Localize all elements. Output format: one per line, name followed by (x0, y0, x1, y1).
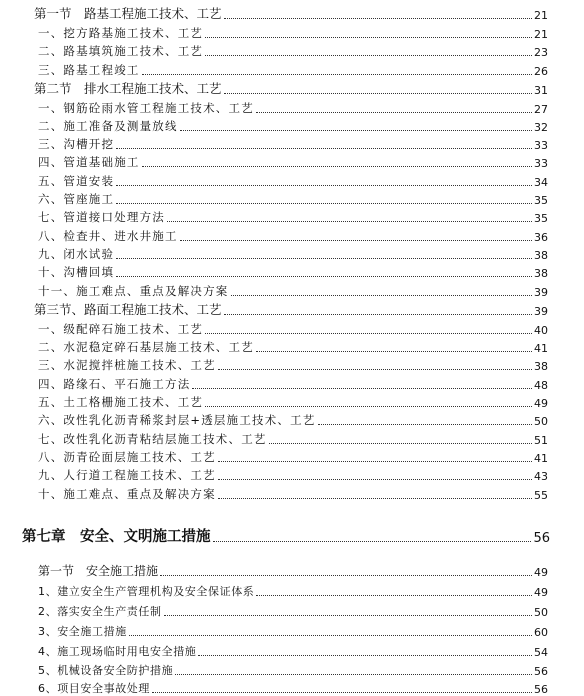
toc-entry[interactable] (38, 581, 548, 599)
toc-entry-page: 31 (534, 84, 548, 97)
toc-entry-title: 九、人行道工程施工技术、工艺 (38, 468, 216, 482)
toc-entry-page: 27 (534, 103, 548, 116)
toc-entry-title: 三、路基工程竣工 (38, 63, 140, 77)
toc-entry[interactable] (34, 300, 548, 318)
toc-entry[interactable] (38, 485, 548, 502)
toc-entry-page: 33 (534, 139, 548, 152)
toc-entry[interactable] (34, 79, 548, 97)
toc-entry-title: 4、施工现场临时用电安全措施 (38, 645, 197, 658)
toc-entry-page: 48 (534, 379, 548, 392)
toc-entry-page: 49 (534, 397, 548, 410)
dot-leader (218, 498, 532, 499)
toc-entry-title: 十一、施工难点、重点及解决方案 (38, 284, 229, 298)
toc-entry-title: 6、项目安全事故处理 (38, 682, 150, 695)
toc-entry-page: 49 (534, 566, 548, 579)
toc-entry-title: 四、路缘石、平石施工方法 (38, 377, 191, 391)
toc-entry[interactable] (38, 601, 548, 619)
toc-entry-title: 3、安全施工措施 (38, 625, 127, 638)
toc-entry[interactable] (38, 621, 548, 639)
toc-entry-page: 50 (534, 415, 548, 428)
toc-entry-title: 二、路基填筑施工技术、工艺 (38, 44, 204, 58)
toc-entry-page: 40 (534, 324, 548, 337)
toc-entry[interactable] (38, 263, 548, 280)
dot-leader (205, 333, 532, 334)
toc-entry[interactable] (38, 320, 548, 337)
toc-entry-title: 1、建立安全生产管理机构及安全保证体系 (38, 585, 255, 598)
toc-entry-title: 二、水泥稳定碎石基层施工技术、工艺 (38, 340, 254, 354)
dot-leader (213, 541, 532, 542)
dot-leader (231, 295, 533, 296)
dot-leader (318, 424, 532, 425)
toc-entry[interactable] (38, 356, 548, 373)
dot-leader (256, 351, 532, 352)
toc-chapter-page: 56 (533, 531, 550, 546)
dot-leader (142, 74, 532, 75)
toc-entry-title: 九、闭水试验 (38, 247, 115, 261)
toc-entry[interactable] (38, 208, 548, 225)
dot-leader (180, 240, 532, 241)
toc-entry[interactable] (38, 660, 548, 678)
dot-leader (256, 595, 532, 596)
toc-entry-title: 一、钢筋砼雨水管工程施工技术、工艺 (38, 101, 254, 115)
dot-leader (180, 130, 532, 131)
toc-entry[interactable] (38, 678, 548, 696)
toc-entry[interactable] (34, 4, 548, 22)
toc-entry[interactable] (38, 245, 548, 262)
toc-entry[interactable] (38, 61, 548, 78)
toc-entry[interactable] (38, 561, 548, 579)
toc-entry-page: 39 (534, 286, 548, 299)
dot-leader (192, 388, 532, 389)
toc-entry-page: 36 (534, 231, 548, 244)
toc-entry-title: 八、检查井、进水井施工 (38, 229, 178, 243)
toc-entry[interactable] (38, 641, 548, 659)
dot-leader (205, 55, 532, 56)
toc-entry-page: 60 (534, 626, 548, 639)
toc-entry-title: 五、管道安装 (38, 174, 115, 188)
toc-entry[interactable] (38, 466, 548, 483)
toc-entry[interactable] (38, 338, 548, 355)
toc-entry-title: 三、沟槽开挖 (38, 137, 115, 151)
toc-entry-page: 33 (534, 157, 548, 170)
toc-entry[interactable] (38, 190, 548, 207)
toc-entry-title: 六、改性乳化沥青稀浆封层+透层施工技术、工艺 (38, 413, 316, 427)
toc-entry-title: 十、沟槽回填 (38, 265, 115, 279)
dot-leader (224, 18, 532, 19)
dot-leader (224, 93, 532, 94)
toc-entry-page: 38 (534, 360, 548, 373)
toc-entry-title: 2、落实安全生产责任制 (38, 605, 162, 618)
toc-entry-page: 21 (534, 9, 548, 22)
toc-entry[interactable] (38, 24, 548, 41)
dot-leader (205, 37, 532, 38)
dot-leader (164, 615, 532, 616)
dot-leader (142, 166, 532, 167)
toc-entry-title: 六、管座施工 (38, 192, 115, 206)
toc-entry-title: 5、机械设备安全防护措施 (38, 664, 174, 677)
toc-entry[interactable] (38, 282, 548, 299)
dot-leader (116, 276, 532, 277)
toc-entry-title: 十、施工难点、重点及解决方案 (38, 487, 216, 501)
dot-leader (167, 221, 532, 222)
toc-entry-page: 35 (534, 194, 548, 207)
dot-leader (218, 461, 532, 462)
dot-leader (224, 314, 532, 315)
dot-leader (116, 258, 532, 259)
dot-leader (152, 692, 532, 693)
dot-leader (116, 185, 532, 186)
toc-chapter-entry[interactable] (22, 522, 550, 546)
toc-entry[interactable] (38, 117, 548, 134)
dot-leader (116, 203, 532, 204)
dot-leader (129, 635, 532, 636)
toc-entry-title: 第二节 排水工程施工技术、工艺 (34, 81, 222, 96)
toc-entry[interactable] (38, 393, 548, 410)
toc-entry-page: 56 (534, 683, 548, 696)
toc-entry-page: 43 (534, 470, 548, 483)
toc-entry-page: 38 (534, 267, 548, 280)
dot-leader (175, 674, 532, 675)
toc-entry-page: 38 (534, 249, 548, 262)
toc-entry[interactable] (38, 153, 548, 170)
dot-leader (116, 148, 532, 149)
toc-entry[interactable] (38, 430, 548, 447)
toc-entry-page: 23 (534, 46, 548, 59)
toc-entry-page: 41 (534, 452, 548, 465)
toc-entry-page: 56 (534, 665, 548, 678)
toc-entry-page: 32 (534, 121, 548, 134)
dot-leader (218, 369, 532, 370)
toc-entry-page: 55 (534, 489, 548, 502)
toc-entry-page: 21 (534, 28, 548, 41)
toc-entry[interactable] (38, 375, 548, 392)
toc-entry[interactable] (38, 135, 548, 152)
toc-entry-page: 51 (534, 434, 548, 447)
toc-entry[interactable] (38, 172, 548, 189)
toc-entry-title: 第一节 路基工程施工技术、工艺 (34, 6, 222, 21)
toc-entry-page: 26 (534, 65, 548, 78)
toc-entry[interactable] (38, 411, 548, 428)
toc-entry-title: 一、挖方路基施工技术、工艺 (38, 26, 204, 40)
dot-leader (160, 575, 532, 576)
toc-entry-title: 三、水泥搅拌桩施工技术、工艺 (38, 358, 216, 372)
toc-entry-title: 四、管道基础施工 (38, 155, 140, 169)
toc-entry-page: 39 (534, 305, 548, 318)
toc-entry-title: 七、改性乳化沥青粘结层施工技术、工艺 (38, 432, 267, 446)
dot-leader (256, 112, 532, 113)
toc-entry[interactable] (38, 99, 548, 116)
dot-leader (218, 479, 532, 480)
dot-leader (269, 443, 532, 444)
toc-entry-page: 34 (534, 176, 548, 189)
toc-entry-title: 二、施工准备及测量放线 (38, 119, 178, 133)
toc-entry[interactable] (38, 227, 548, 244)
dot-leader (198, 655, 532, 656)
toc-entry-title: 第一节 安全施工措施 (38, 564, 159, 578)
toc-entry-page: 41 (534, 342, 548, 355)
toc-entry-page: 49 (534, 586, 548, 599)
toc-entry-page: 54 (534, 646, 548, 659)
toc-entry-title: 七、管道接口处理方法 (38, 210, 165, 224)
toc-entry[interactable] (38, 448, 548, 465)
dot-leader (205, 406, 532, 407)
toc-entry-title: 一、级配碎石施工技术、工艺 (38, 322, 204, 336)
toc-entry-title: 八、沥青砼面层施工技术、工艺 (38, 450, 216, 464)
toc-entry[interactable] (38, 42, 548, 59)
toc-chapter-title: 第七章 安全、文明施工措施 (22, 529, 211, 545)
toc-entry-title: 五、土工格栅施工技术、工艺 (38, 395, 204, 409)
toc-entry-title: 第三节、路面工程施工技术、工艺 (34, 302, 222, 317)
toc-entry-page: 35 (534, 212, 548, 225)
toc-entry-page: 50 (534, 606, 548, 619)
